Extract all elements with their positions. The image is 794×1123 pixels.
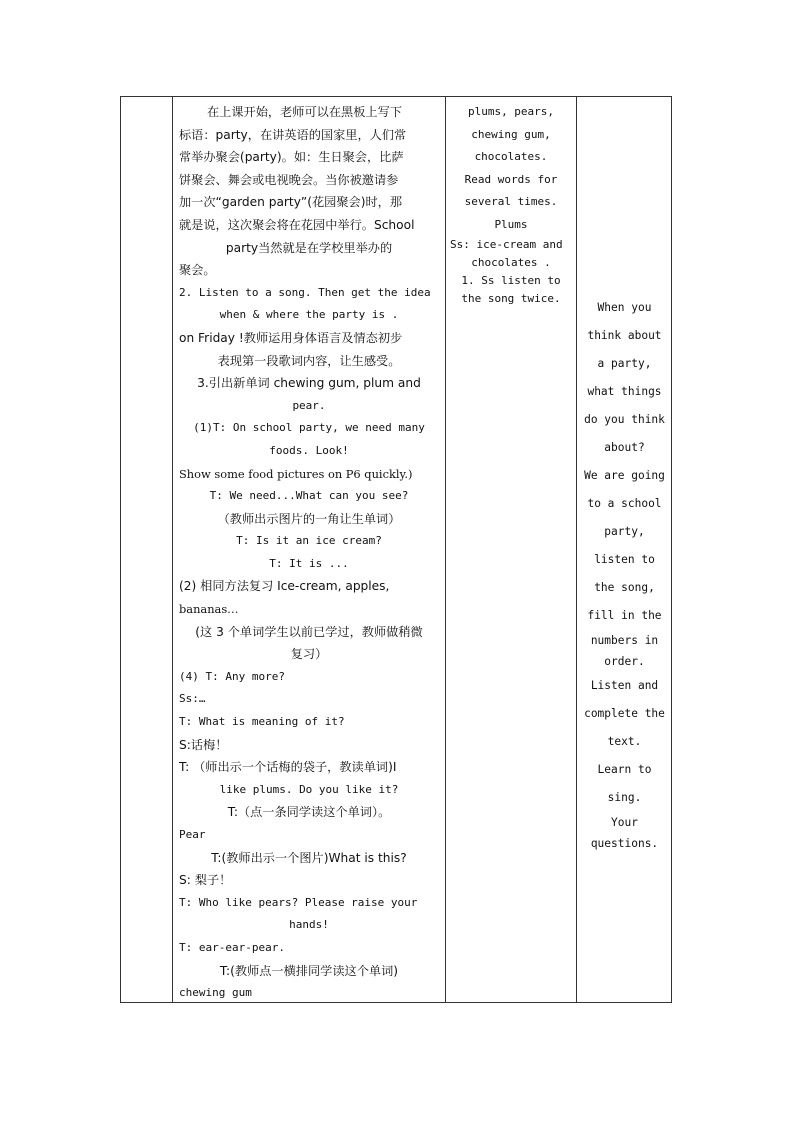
procedure-line: (这 3 个单词学生以前已学过，教师做稍微 bbox=[195, 624, 423, 639]
procedure-line: S: 梨子！ bbox=[179, 873, 232, 888]
student-activity-column bbox=[446, 97, 576, 1002]
procedure-line: Pear bbox=[179, 828, 206, 841]
activity-line: plums, pears, bbox=[467, 105, 555, 118]
procedure-line: Ss:… bbox=[179, 692, 206, 706]
procedure-line: T: （师出示一个话梅的袋子，教读单词)I bbox=[179, 760, 397, 775]
purpose-line: sing. bbox=[607, 791, 642, 804]
purpose-line: Listen and bbox=[590, 679, 659, 692]
procedure-line: 加一次“garden party”(花园聚会)时，那 bbox=[179, 195, 403, 210]
procedure-line: T: What is meaning of it? bbox=[179, 715, 345, 729]
purpose-line: do you think bbox=[584, 413, 665, 426]
purpose-line: a party, bbox=[597, 357, 652, 370]
procedure-line: foods. Look! bbox=[269, 443, 349, 457]
procedure-line: party当然就是在学校里举办的 bbox=[225, 240, 393, 255]
purpose-line: text. bbox=[607, 735, 642, 748]
procedure-line: like plums. Do you like it? bbox=[219, 782, 399, 796]
purpose-line: think about bbox=[587, 329, 662, 342]
procedure-line: T:(教师出示一个图片)What is this? bbox=[211, 850, 407, 865]
procedure-line: T: Is it an ice cream? bbox=[236, 534, 382, 548]
procedure-line: 2. Listen to a song. Then get the idea bbox=[179, 285, 431, 299]
procedure-line: T: ear-ear-pear. bbox=[179, 940, 285, 954]
activity-line: the song twice. bbox=[461, 292, 561, 305]
procedure-line: (2) 相同方法复习 Ice-cream, apples, bbox=[179, 579, 390, 594]
procedure-line: 饼聚会、舞会或电视晚会。当你被邀请参 bbox=[179, 172, 399, 187]
procedure-line: T: It is ... bbox=[269, 556, 349, 570]
activity-line: chocolates . bbox=[471, 256, 551, 269]
activity-line: chewing gum, bbox=[471, 127, 551, 141]
purpose-line: order. bbox=[604, 655, 645, 668]
purpose-line: listen to bbox=[594, 553, 655, 566]
procedure-line: Show some food pictures on P6 quickly.) bbox=[179, 466, 413, 481]
procedure-line: pear. bbox=[292, 398, 326, 412]
procedure-line: T: We need...What can you see? bbox=[209, 489, 409, 503]
purpose-line: the song, bbox=[594, 581, 655, 594]
activity-line: Ss: ice-cream and bbox=[450, 238, 563, 251]
purpose-line: numbers in bbox=[590, 634, 659, 647]
procedure-line: S:话梅！ bbox=[179, 737, 228, 752]
activity-line: Plums bbox=[494, 217, 528, 231]
procedure-line: (1)T: On school party, we need many bbox=[193, 421, 425, 435]
procedure-line: bananas… bbox=[179, 602, 239, 617]
purpose-line: party, bbox=[604, 525, 645, 538]
purpose-line: Your bbox=[611, 816, 638, 829]
procedure-line: when & where the party is . bbox=[219, 308, 399, 322]
purpose-line: We are going bbox=[584, 469, 665, 482]
purpose-line: questions. bbox=[590, 837, 659, 850]
activity-line: 1. Ss listen to bbox=[461, 274, 561, 287]
purpose-line: what things bbox=[587, 385, 662, 398]
purpose-line: about? bbox=[604, 441, 645, 454]
procedure-line: chewing gum bbox=[179, 986, 252, 1000]
purpose-line: complete the bbox=[584, 707, 665, 720]
procedure-line: 3.引出新单词 chewing gum, plum and bbox=[197, 376, 421, 391]
activity-line: chocolates. bbox=[474, 150, 548, 163]
lesson-plan-table bbox=[120, 96, 672, 1003]
purpose-line: When you bbox=[597, 301, 652, 314]
procedure-line: on Friday !教师运用身体语言及情态初步 bbox=[179, 330, 403, 345]
procedure-line: T: Who like pears? Please raise your bbox=[179, 895, 418, 909]
procedure-line: T:（点一条同学读这个单词）。 bbox=[227, 805, 391, 820]
procedure-line: （教师出示图片的一角让生单词） bbox=[217, 511, 401, 526]
activity-line: several times. bbox=[464, 195, 558, 208]
procedure-line: 表现第一段歌词内容，让生感受。 bbox=[217, 353, 401, 368]
activity-line: Read words for bbox=[464, 172, 558, 186]
purpose-column bbox=[577, 97, 672, 1002]
procedure-line: T:(教师点一横排同学读这个单词) bbox=[219, 963, 399, 978]
purpose-line: to a school bbox=[587, 497, 662, 510]
purpose-line: fill in the bbox=[587, 609, 662, 622]
procedure-line: 在上课开始，老师可以在黑板上写下 bbox=[207, 105, 402, 119]
purpose-line: Learn to bbox=[597, 763, 652, 776]
procedure-line: 标语：party，在讲英语的国家里，人们常 bbox=[179, 127, 407, 142]
procedure-line: hands! bbox=[289, 918, 329, 932]
procedure-line: 复习） bbox=[290, 647, 328, 662]
procedure-column bbox=[173, 97, 445, 1002]
procedure-line: 就是说，这次聚会将在花园中举行。School bbox=[179, 217, 415, 232]
procedure-line: (4) T: Any more? bbox=[179, 669, 285, 683]
procedure-line: 聚会。 bbox=[179, 263, 216, 278]
procedure-line: 常举办聚会(party)。如：生日聚会，比萨 bbox=[179, 150, 404, 165]
